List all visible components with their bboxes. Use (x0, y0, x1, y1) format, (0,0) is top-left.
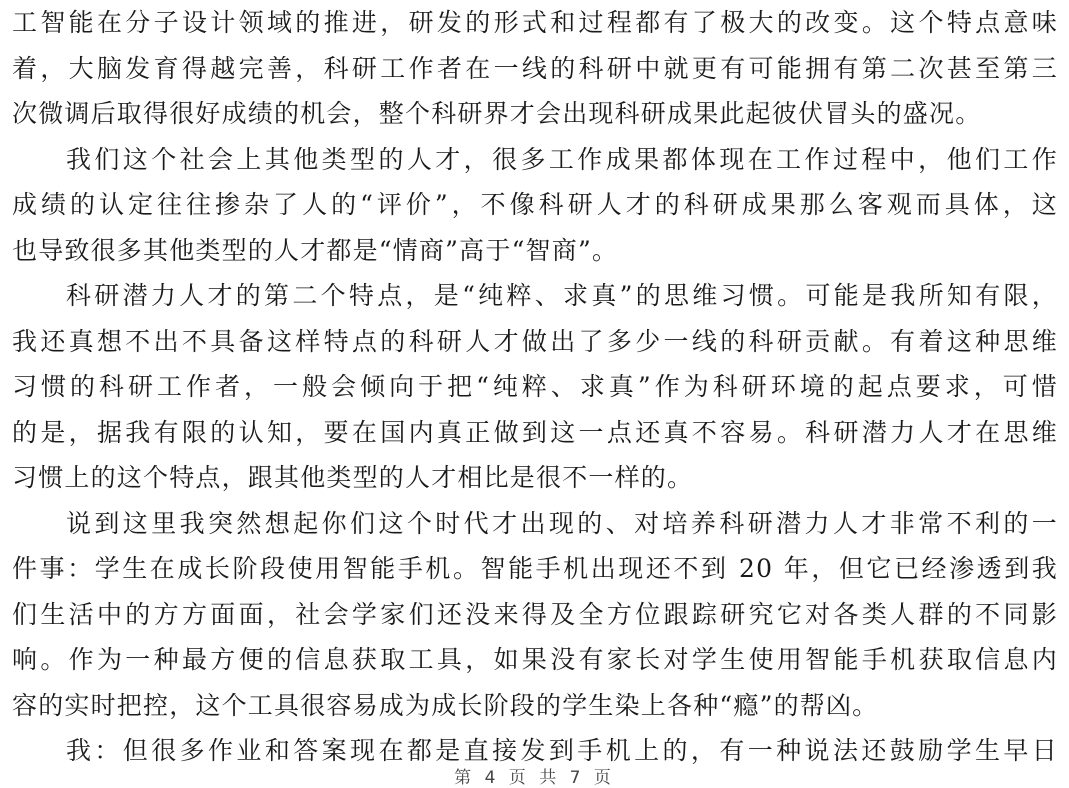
text-line: 说到这里我突然想起你们这个时代才出现的、对培养科研潜力人才非常不利的一 (66, 508, 1058, 538)
text-line: 次微调后取得很好成绩的机会，整个科研界才会出现科研成果此起彼伏冒头的盛况。 (12, 99, 982, 128)
text-line: 们生活中的方方面面，社会学家们还没来得及全方位跟踪研究它对各类人群的不同影 (12, 599, 1058, 629)
text-line: 成绩的认定往往掺杂了人的“评价”，不像科研人才的科研成果那么客观而具体，这 (12, 190, 1058, 219)
text-line: 容的实时把控，这个工具很容易成为成长阶段的学生染上各种“瘾”的帮凶。 (12, 690, 879, 720)
text-line: 着，大脑发育得越完善，科研工作者在一线的科研中就更有可能拥有第二次甚至第三 (12, 53, 1058, 83)
text-line: 件事：学生在成长阶段使用智能手机。智能手机出现还不到 20 年，但它已经渗透到我 (12, 554, 1058, 583)
text-line: 我还真想不出不具备这样特点的科研人才做出了多少一线的科研贡献。有着这种思维 (12, 326, 1058, 356)
page-footer: 第 4 页 共 7 页 (454, 768, 615, 788)
text-line: 习惯上的这个特点，跟其他类型的人才相比是很不一样的。 (12, 463, 694, 492)
text-line: 也导致很多其他类型的人才都是“情商”高于“智商”。 (12, 235, 619, 265)
body-text (12, 0, 1058, 774)
text-line: 的是，据我有限的认知，要在国内真正做到这一点还真不容易。科研潜力人才在思维 (12, 417, 1058, 447)
text-line: 工智能在分子设计领域的推进，研发的形式和过程都有了极大的改变。这个特点意味 (12, 8, 1058, 37)
text-line: 我：但很多作业和答案现在都是直接发到手机上的，有一种说法还鼓励学生早日 (66, 736, 1058, 765)
text-line: 习惯的科研工作者，一般会倾向于把“纯粹、求真”作为科研环境的起点要求，可惜 (12, 372, 1058, 401)
text-line: 响。作为一种最方便的信息获取工具，如果没有家长对学生使用智能手机获取信息内 (12, 645, 1058, 674)
text-line: 科研潜力人才的第二个特点，是“纯粹、求真”的思维习惯。可能是我所知有限， (66, 281, 1058, 310)
text-line: 我们这个社会上其他类型的人才，很多工作成果都体现在工作过程中，他们工作 (66, 144, 1058, 174)
